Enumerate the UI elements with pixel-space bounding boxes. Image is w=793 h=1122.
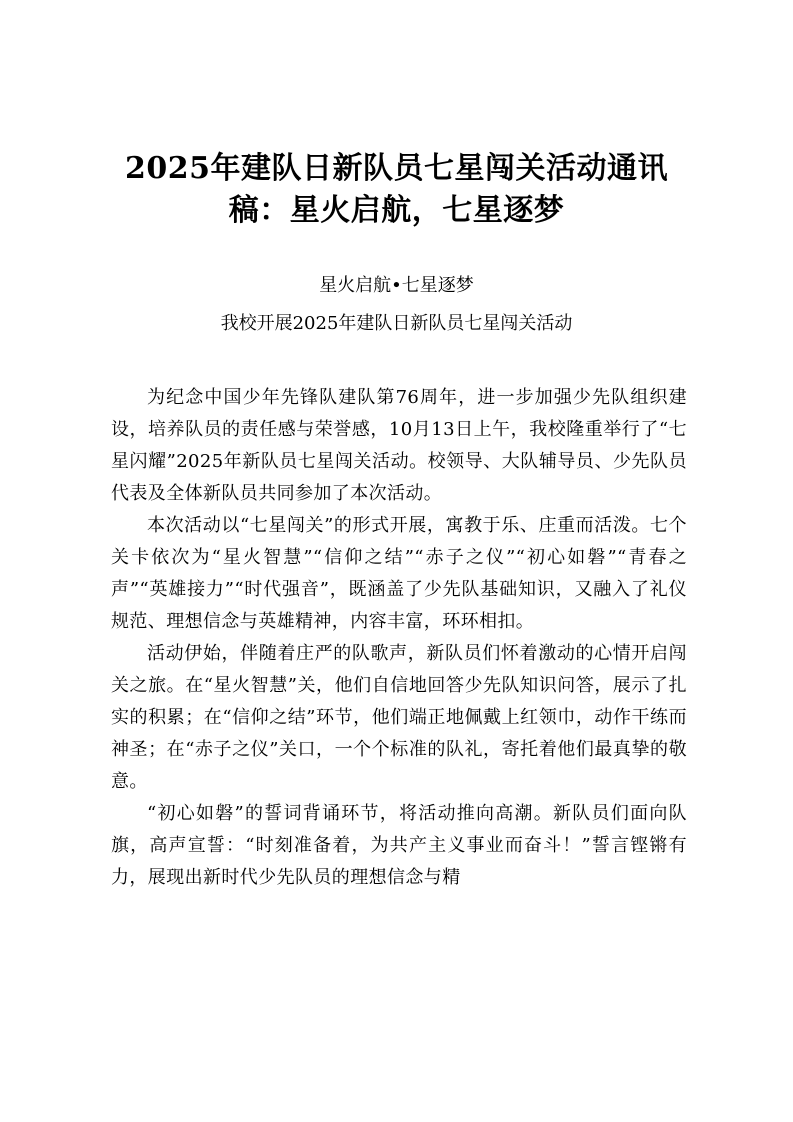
paragraph: 为纪念中国少年先锋队建队第76周年，进一步加强少先队组织建设，培养队员的责任感与荣誉感，10月13日上午，我校隆重举行了“七星闪耀”2025年新队员七星闯关活动。校领导、大队辅导员、少先队员代表及全体新队员共同参加了本次活动。 — [111, 387, 687, 504]
subtitle-slogan: 星火启航•七星逐梦 — [319, 275, 474, 296]
paragraph: 活动伊始，伴随着庄严的队歌声，新队员们怀着激动的心情开启闯关之旅。在“星火智慧”关，他们自信地回答少先队知识问答，展示了扎实的积累；在“信仰之结”环节，他们端正地佩戴上红领巾，动作干练而神圣；在“赤子之仪”关口，一个个标准的队礼，寄托着他们最真挚的敬意。 — [111, 643, 687, 792]
paragraph: “初心如磐”的誓词背诵环节，将活动推向高潮。新队员们面向队旗，高声宣誓：“时刻准备着，为共产主义事业而奋斗！”誓言铿锵有力，展现出新时代少先队员的理想信念与精 — [111, 803, 687, 888]
document-title: 2025年建队日新队员七星闯关活动通讯稿：星火启航，七星逐梦 — [125, 151, 668, 228]
paragraph: 本次活动以“七星闯关”的形式开展，寓教于乐、庄重而活泼。七个关卡依次为“星火智慧”“信仰之结”“赤子之仪”“初心如磐”“青春之声”“英雄接力”“时代强音”，既涵盖了少先队基础知识，又融入了礼仪规范、理想信念与英雄精神，内容丰富，环环相扣。 — [111, 515, 687, 632]
article-body — [111, 382, 687, 894]
subtitle-headline: 我校开展2025年建队日新队员七星闯关活动 — [220, 313, 573, 334]
